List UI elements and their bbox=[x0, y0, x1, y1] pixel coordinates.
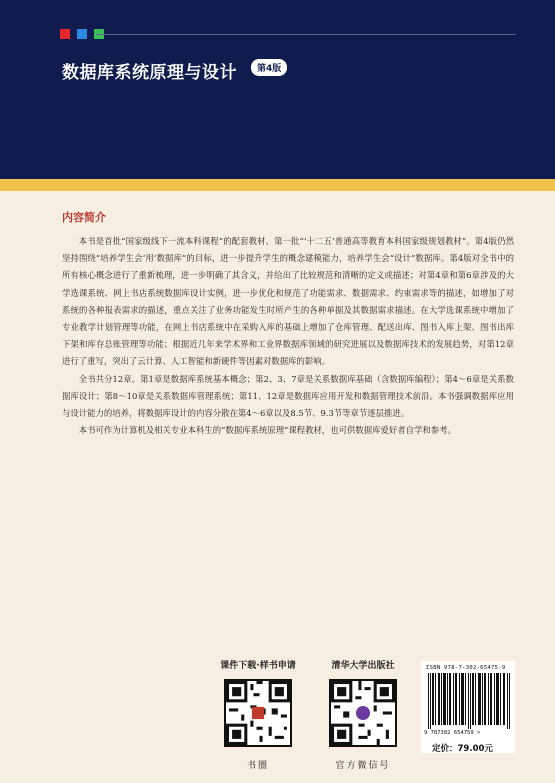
edition-badge: 第4版 bbox=[251, 59, 287, 76]
intro-paragraph: 全书共分12章。第1章是数据库系统基本概念；第2、3、7章是关系数据库基础（含数据库编程）；第4～6章是关系数据库设计；第8～10章是关系数据库管理系统；第11、12章是数据库应用开发和数据管理技术前沿。本书强调数据库应用与设计能力的培养，将数据库设计的内容分散在第4～6章以及8.5节、9.3节等章节逐层推进。 bbox=[62, 373, 514, 419]
qr-top-label: 清华大学出版社 bbox=[331, 661, 395, 671]
price-label bbox=[432, 742, 493, 754]
qr-pattern bbox=[226, 681, 290, 745]
book-title: 数据库系统原理与设计 bbox=[62, 63, 237, 83]
qr-block-courseware bbox=[213, 658, 303, 771]
qr-code-icon[interactable] bbox=[329, 679, 397, 747]
intro-body bbox=[62, 233, 514, 439]
price-prefix: 定价： bbox=[432, 744, 458, 754]
blue-square bbox=[77, 29, 87, 39]
gold-stripe bbox=[0, 179, 555, 191]
ean-digits: 9 787302 654759 > bbox=[424, 730, 481, 736]
qr-block-publisher bbox=[318, 658, 408, 771]
barcode-icon bbox=[428, 673, 510, 729]
intro-paragraph: 本书是首批“国家级线下一流本科课程”的配套教材、第一批“‘十二五’普通高等教育本科国家级规划教材”。第4版仍然坚持围绕“培养学生会‘用’数据库”的目标，进一步提升学生的概念建模能力，培养学生会“设计”数据库。第4版对全书中的所有核心概念进行了重新梳理，进一步明确了其含义，并给出了比较规范和清晰的定义或描述；对第4章和第6章涉及的大学选课系统、网上书店系统数据库设计实例，进一步优化和规范了功能需求、数据需求、约束需求等的描述，如增加了对系统的各种报表需求的描述，重点关注了业务功能发生时所产生的各种单据及其数据需求描述。在大学选课系统中增加了专业教学计划管理等功能，在网上书店系统中在采购入库的基础上增加了仓库管理、配送出库、图书入库上架、图书出库下架和库存总账管理等功能；根据近几年来学术界和工业界数据库领域的研究进展以及数据库技术的发展趋势，对第12章进行了重写，突出了云计算、人工智能和新硬件等因素对数据库的影响。 bbox=[62, 236, 514, 367]
header-divider-line bbox=[96, 34, 516, 35]
intro-paragraph: 本书可作为计算机及相关专业本科生的“数据库系统原理”课程教材，也可供数据库爱好者自学和参考。 bbox=[78, 425, 456, 436]
qr-top-label: 课件下载·样书申请 bbox=[220, 661, 296, 671]
qr-bottom-label: 书圈 bbox=[246, 761, 269, 771]
qr-bottom-label: 官方微信号 bbox=[335, 761, 391, 771]
isbn-label: ISBN 978-7-302-65475-9 bbox=[426, 665, 506, 671]
price-value: 79.00元 bbox=[457, 744, 493, 754]
qr-code-icon[interactable] bbox=[224, 679, 292, 747]
intro-heading: 内容简介 bbox=[62, 211, 106, 224]
cover-header-band bbox=[0, 0, 555, 179]
red-square bbox=[60, 29, 70, 39]
qr-pattern bbox=[331, 681, 395, 745]
